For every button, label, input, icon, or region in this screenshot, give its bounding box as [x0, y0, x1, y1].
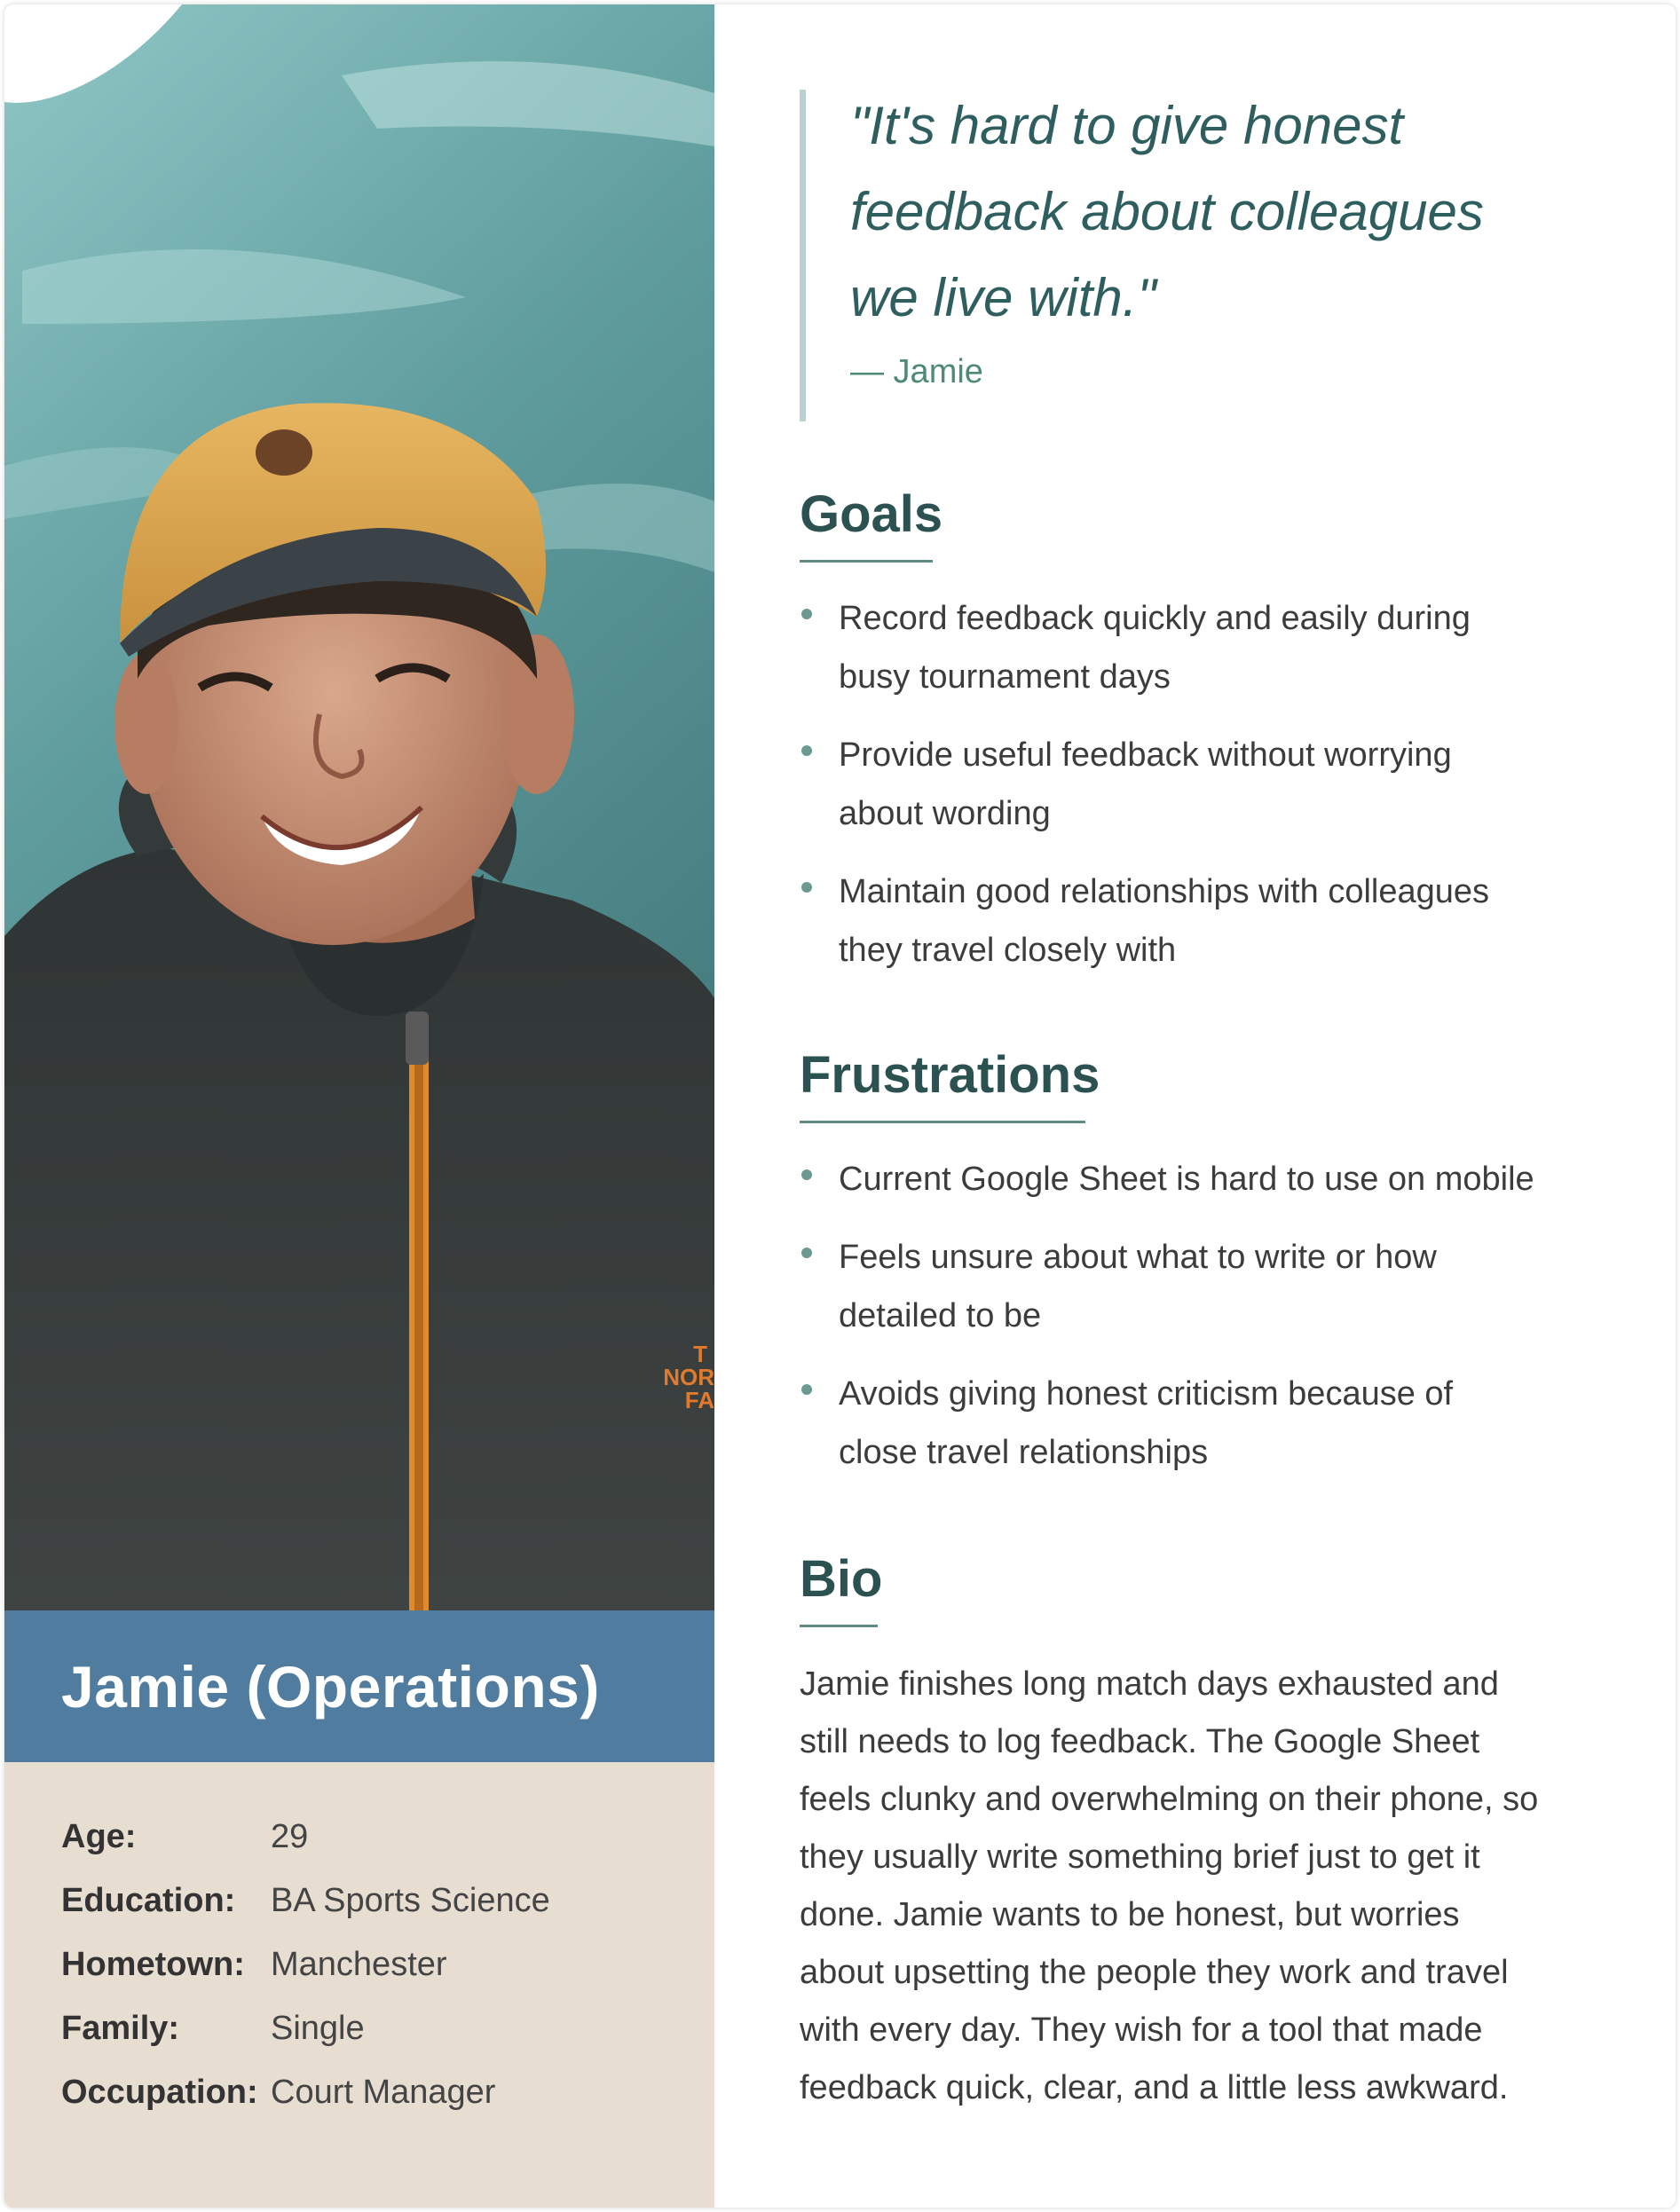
detail-value: Court Manager: [271, 2073, 496, 2111]
jacket-logo-line-3: FA: [684, 1387, 714, 1413]
bullet-icon: [801, 609, 812, 619]
persona-details: [4, 1762, 714, 2208]
persona-photo: [4, 4, 714, 1610]
bullet-icon: [801, 745, 812, 756]
list-item: Feels unsure about what to write or how detailed to be: [800, 1228, 1598, 1345]
detail-value: Single: [271, 2009, 365, 2047]
quote-line: feedback about colleagues: [850, 182, 1484, 241]
bullet-icon: [801, 1248, 812, 1258]
detail-row-occupation: [61, 2060, 714, 2124]
detail-label: Hometown:: [61, 1945, 245, 1983]
detail-row-family: [61, 1996, 714, 2060]
detail-value: BA Sports Science: [271, 1881, 550, 1919]
persona-quote: [800, 90, 1598, 421]
detail-label: Education:: [61, 1881, 236, 1919]
list-item: Record feedback quickly and easily during busy tournament days: [800, 589, 1598, 706]
quote-text: [850, 83, 1598, 341]
goals-underline: [800, 560, 933, 563]
bio-section: [800, 1548, 1598, 2117]
right-column: [714, 4, 1676, 2208]
persona-name: Jamie (Operations): [61, 1653, 600, 1720]
list-item: Provide useful feedback without worrying about wording: [800, 726, 1598, 843]
persona-card: [4, 4, 1676, 2208]
list-item: Maintain good relationships with colleagues they travel closely with: [800, 862, 1598, 980]
bullet-icon: [801, 1384, 812, 1395]
detail-label: Family:: [61, 2009, 180, 2047]
goals-heading: Goals: [800, 485, 943, 543]
frustrations-section: [800, 1044, 1598, 1501]
frustrations-heading: Frustrations: [800, 1046, 1100, 1104]
quote-attribution: — Jamie: [850, 353, 983, 390]
frustrations-underline: [800, 1121, 1085, 1123]
detail-row-hometown: [61, 1933, 714, 1996]
left-column: [4, 4, 714, 2208]
detail-row-education: [61, 1869, 714, 1933]
bio-text: Jamie finishes long match days exhausted and still needs to log feedback. The Google Sheet feels clunky and overwhelming on their phone, so they usually write something brief just to get it done. Jamie wants to be honest, but worries about upsetting the people they work and travel with every day. They wish for a tool that made feedback quick, clear, and a little less awkward.: [800, 1665, 1539, 2106]
goals-list: [800, 589, 1598, 980]
detail-row-age: [61, 1805, 714, 1869]
persona-name-band: [4, 1610, 714, 1762]
detail-value: Manchester: [271, 1945, 447, 1983]
frustrations-list: [800, 1150, 1598, 1482]
bullet-icon: [801, 882, 812, 893]
detail-value: 29: [271, 1817, 309, 1855]
bio-underline: [800, 1625, 878, 1627]
list-item: Current Google Sheet is hard to use on mobile: [800, 1150, 1598, 1208]
jacket-logo-line-1: T: [693, 1341, 707, 1367]
list-item: Avoids giving honest criticism because of close travel relationships: [800, 1365, 1598, 1482]
goals-section: [800, 484, 1598, 999]
detail-label: Occupation:: [61, 2073, 258, 2111]
detail-label: Age:: [61, 1817, 137, 1855]
bullet-icon: [801, 1169, 812, 1180]
jacket-logo-line-2: NOR: [663, 1364, 714, 1390]
bio-heading: Bio: [800, 1550, 883, 1608]
quote-line: we live with.": [850, 268, 1156, 327]
quote-line: "It's hard to give honest: [850, 96, 1404, 155]
